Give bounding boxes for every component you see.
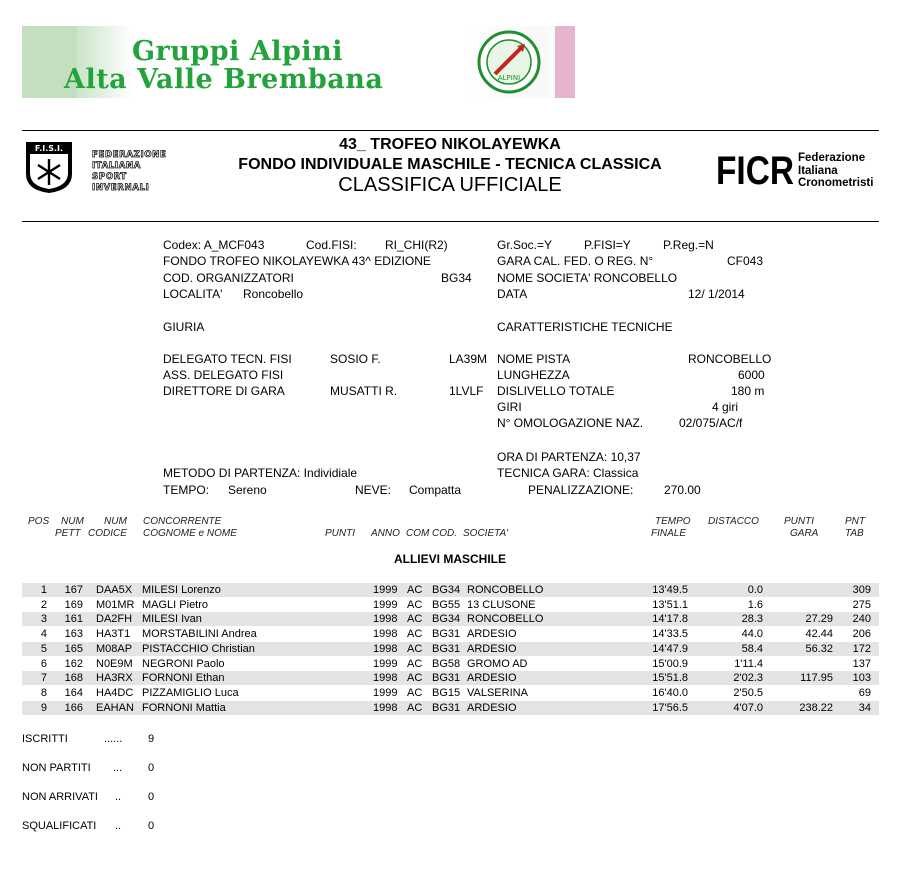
stat-dots: ...... [104, 733, 123, 745]
row-pnt: 206 [852, 628, 871, 640]
row-pos: 5 [40, 643, 47, 655]
lunghezza-value: 6000 [738, 368, 765, 382]
race-title: 43_ TROFEO NIKOLAYEWKA [339, 136, 561, 153]
row-distacco: 58.4 [741, 643, 763, 655]
fisi-name-line: ITALIANA [92, 161, 142, 171]
ass-delegato-label: ASS. DELEGATO FISI [163, 368, 284, 382]
banner-title-line1: Gruppi Alpini [132, 36, 344, 67]
row-tempo: 15'00.9 [652, 658, 688, 670]
row-anno: 1999 [373, 599, 398, 611]
stat-dots: .. [115, 820, 122, 832]
stat-value: 0 [148, 762, 155, 774]
tempo-label: TEMPO: [163, 483, 210, 497]
row-distacco: 4'07.0 [733, 702, 763, 714]
row-pett: 161 [64, 613, 83, 625]
fisi-name-line: INVERNALI [92, 183, 150, 193]
fisi-name-line: SPORT [92, 172, 127, 182]
row-pett: 168 [64, 672, 83, 684]
seal-text: ALPINI [497, 74, 521, 82]
cod-org-value: BG34 [441, 271, 472, 285]
row-com: AC [407, 658, 423, 670]
col-distacco: DISTACCO [708, 516, 759, 527]
row-pett: 169 [64, 599, 83, 611]
col-societa: SOCIETA' [463, 528, 509, 539]
row-tempo: 17'56.5 [652, 702, 688, 714]
nome-societa: NOME SOCIETA' RONCOBELLO [497, 271, 678, 285]
row-pnt: 275 [852, 599, 871, 611]
nome-pista-value: RONCOBELLO [688, 352, 772, 366]
row-distacco: 2'50.5 [733, 687, 763, 699]
col-pos: POS [28, 516, 50, 527]
col-punti: PUNTI [325, 528, 355, 539]
table-row [22, 657, 879, 671]
row-tempo: 13'49.5 [652, 584, 688, 596]
cod-fisi-value: RI_CHI(R2) [385, 238, 448, 252]
row-anno: 1999 [373, 584, 398, 596]
row-anno: 1998 [373, 643, 398, 655]
row-pnt: 34 [858, 702, 871, 714]
row-punti-gara: 238.22 [799, 702, 833, 714]
stat-value: 0 [148, 791, 155, 803]
tempo-value: Sereno [228, 483, 267, 497]
row-anno: 1999 [373, 687, 398, 699]
banner-right-band [555, 26, 575, 98]
ficr-name-line: Cronometristi [798, 177, 874, 189]
row-cod: BG31 [432, 628, 461, 640]
row-punti-gara: 27.29 [805, 613, 833, 625]
lunghezza-label: LUNGHEZZA [497, 368, 570, 382]
row-pett: 165 [64, 643, 83, 655]
banner-title-line2: Alta Valle Brembana [64, 64, 384, 95]
col-num-codice: CODICE [88, 528, 127, 539]
row-societa: ARDESIO [467, 672, 517, 684]
row-pos: 6 [40, 658, 47, 670]
row-pos: 1 [40, 584, 47, 596]
data-label: DATA [497, 287, 528, 301]
row-distacco: 1'11.4 [734, 658, 763, 670]
row-name: MORSTABILINI Andrea [142, 628, 257, 640]
row-tempo: 14'47.9 [652, 643, 688, 655]
row-pnt: 69 [858, 687, 871, 699]
row-tempo: 14'33.5 [652, 628, 688, 640]
col-concorrente: COGNOME e NOME [143, 528, 237, 539]
row-codice: DAA5X [96, 584, 133, 596]
col-tempo: TEMPO [655, 516, 691, 527]
dislivello-value: 180 m [731, 384, 765, 398]
ficr-name [798, 152, 873, 190]
stat-label: NON ARRIVATI [22, 791, 98, 803]
ficr-logo-icon [716, 146, 796, 193]
ficr-name-line: Federazione [798, 152, 866, 164]
row-cod: BG34 [432, 613, 461, 625]
col-anno: ANNO [371, 528, 400, 539]
stat-label: ISCRITTI [22, 733, 68, 745]
ficr-name-line: Italiana [798, 164, 838, 177]
row-pnt: 172 [852, 643, 871, 655]
tecnica-gara: TECNICA GARA: Classica [497, 466, 639, 480]
row-com: AC [407, 613, 423, 625]
table-row [22, 686, 879, 700]
localita-value: Roncobello [243, 287, 304, 301]
row-distacco: 0.0 [747, 584, 763, 596]
gara-cal-value: CF043 [727, 254, 764, 268]
table-row [22, 598, 879, 612]
row-codice: HA3T1 [96, 628, 131, 640]
stat-value: 0 [148, 820, 155, 832]
row-cod: BG31 [432, 643, 461, 655]
col-pnt-tab: TAB [845, 528, 864, 539]
row-pett: 163 [64, 628, 83, 640]
row-pos: 3 [40, 613, 47, 625]
fisi-logo-letters: F.I.S.I. [34, 144, 64, 153]
row-anno: 1998 [373, 702, 398, 714]
row-tempo: 14'17.8 [652, 613, 688, 625]
alpini-seal-icon [477, 30, 541, 94]
row-cod: BG34 [432, 584, 461, 596]
category-heading: ALLIEVI MASCHILE [393, 552, 506, 566]
row-societa: ARDESIO [467, 702, 517, 714]
p-reg: P.Reg.=N [663, 238, 714, 252]
delegato-code: LA39M [449, 352, 488, 366]
row-pos: 2 [40, 599, 47, 611]
giuria-heading: GIURIA [163, 320, 205, 334]
row-tempo: 15'51.8 [652, 672, 688, 684]
row-com: AC [407, 702, 423, 714]
row-pos: 7 [40, 672, 47, 684]
row-punti-gara: 42.44 [805, 628, 833, 640]
row-codice: DA2FH [96, 613, 133, 625]
stat-label: NON PARTITI [22, 762, 91, 774]
row-anno: 1998 [373, 672, 398, 684]
table-row [22, 627, 879, 641]
fisi-logo-icon [24, 140, 74, 194]
fisi-name [92, 150, 166, 194]
gr-soc: Gr.Soc.=Y [497, 238, 553, 252]
row-com: AC [407, 643, 423, 655]
ora-partenza: ORA DI PARTENZA: 10,37 [497, 450, 641, 464]
nome-pista-label: NOME PISTA [497, 352, 571, 366]
table-row [22, 701, 879, 715]
row-cod: BG15 [432, 687, 461, 699]
row-pnt: 137 [852, 658, 871, 670]
row-pnt: 240 [852, 613, 871, 625]
row-punti-gara: 117.95 [800, 672, 833, 684]
row-pos: 9 [40, 702, 47, 714]
row-societa: ARDESIO [467, 643, 517, 655]
ficr-logo-letters: FICR [716, 149, 795, 193]
fisi-name-line: FEDERAZIONE [92, 150, 167, 160]
col-punti-gara: PUNTI [784, 516, 814, 527]
gara-cal-label: GARA CAL. FED. O REG. N° [497, 254, 654, 268]
row-distacco: 44.0 [741, 628, 763, 640]
codex: Codex: A_MCF043 [163, 238, 265, 252]
localita-label: LOCALITA' [163, 287, 223, 301]
row-com: AC [407, 687, 423, 699]
race-subtitle: FONDO INDIVIDUALE MASCHILE - TECNICA CLASSICA [238, 156, 662, 173]
row-societa: RONCOBELLO [467, 584, 544, 596]
col-punti-gara: GARA [790, 528, 819, 539]
row-name: FORNONI Ethan [142, 672, 225, 684]
row-name: FORNONI Mattia [142, 702, 226, 714]
direttore-name: MUSATTI R. [330, 384, 398, 398]
row-name: MILESI Lorenzo [142, 584, 221, 596]
table-row [22, 642, 879, 656]
row-anno: 1999 [373, 658, 398, 670]
neve-value: Compatta [409, 483, 462, 497]
dislivello-label: DISLIVELLO TOTALE [497, 384, 615, 398]
row-distacco: 2'02.3 [733, 672, 763, 684]
row-cod: BG55 [432, 599, 461, 611]
metodo-partenza: METODO DI PARTENZA: Individiale [163, 466, 358, 480]
data-value: 12/ 1/2014 [688, 287, 745, 301]
stat-dots: ... [113, 762, 123, 774]
row-name: MAGLI Pietro [142, 599, 209, 611]
stat-dots: .. [115, 791, 122, 803]
row-codice: HA4DC [96, 687, 134, 699]
row-distacco: 28.3 [741, 613, 763, 625]
table-row [22, 583, 879, 597]
row-tempo: 16'40.0 [652, 687, 688, 699]
giri-label: GIRI [497, 400, 522, 414]
row-pnt: 309 [852, 584, 871, 596]
col-num-pett: PETT [55, 528, 81, 539]
cod-org-label: COD. ORGANIZZATORI [163, 271, 294, 285]
col-num-pett: NUM [61, 516, 84, 527]
row-cod: BG31 [432, 672, 461, 684]
row-name: MILESI Ivan [142, 613, 202, 625]
row-name: NEGRONI Paolo [142, 658, 225, 670]
row-name: PISTACCHIO Christian [142, 643, 255, 655]
sponsor-banner [22, 26, 575, 98]
col-num-codice: NUM [104, 516, 127, 527]
row-societa: VALSERINA [467, 687, 528, 699]
delegato-label: DELEGATO TECN. FISI [163, 352, 292, 366]
giri-value: 4 giri [712, 400, 739, 414]
col-cod: COD. [432, 528, 457, 539]
row-distacco: 1.6 [747, 599, 763, 611]
stat-label: SQUALIFICATI [22, 820, 97, 832]
row-pos: 4 [40, 628, 47, 640]
penalizzazione-value: 270.00 [664, 483, 701, 497]
row-pett: 164 [64, 687, 83, 699]
cod-fisi-label: Cod.FISI: [306, 238, 357, 252]
col-pnt-tab: PNT [845, 516, 865, 527]
row-cod: BG31 [432, 702, 461, 714]
omologazione-value: 02/075/AC/f [679, 416, 743, 430]
row-societa: RONCOBELLO [467, 613, 544, 625]
row-societa: GROMO AD [467, 658, 528, 670]
neve-label: NEVE: [355, 483, 392, 497]
delegato-name: SOSIO F. [330, 352, 381, 366]
row-name: PIZZAMIGLIO Luca [142, 687, 239, 699]
header-bottom-rule [22, 221, 879, 222]
row-com: AC [407, 584, 423, 596]
row-pett: 167 [64, 584, 83, 596]
row-codice: HA3RX [96, 672, 133, 684]
row-codice: EAHAN [96, 702, 134, 714]
row-tempo: 13'51.1 [652, 599, 688, 611]
row-anno: 1998 [373, 628, 398, 640]
fondo-edition: FONDO TROFEO NIKOLAYEWKA 43^ EDIZIONE [163, 254, 431, 268]
col-com: COM [406, 528, 430, 539]
row-com: AC [407, 628, 423, 640]
penalizzazione-label: PENALIZZAZIONE: [528, 483, 634, 497]
row-pnt: 103 [852, 672, 871, 684]
row-com: AC [407, 672, 423, 684]
stat-value: 9 [148, 733, 155, 745]
row-societa: 13 CLUSONE [467, 599, 536, 611]
row-societa: ARDESIO [467, 628, 517, 640]
table-row [22, 671, 879, 685]
p-fisi: P.FISI=Y [584, 238, 631, 252]
caratteristiche-heading: CARATTERISTICHE TECNICHE [497, 320, 673, 334]
row-pett: 166 [64, 702, 83, 714]
row-pett: 162 [64, 658, 83, 670]
col-concorrente: CONCORRENTE [143, 516, 222, 527]
row-com: AC [407, 599, 423, 611]
col-tempo: FINALE [651, 528, 687, 539]
row-pos: 8 [40, 687, 47, 699]
table-row [22, 612, 879, 626]
row-codice: M01MR [96, 599, 135, 611]
row-codice: N0E9M [96, 658, 133, 670]
direttore-code: 1LVLF [449, 384, 484, 398]
row-codice: M08AP [96, 643, 133, 655]
direttore-label: DIRETTORE DI GARA [163, 384, 285, 398]
row-anno: 1998 [373, 613, 398, 625]
classification-title: CLASSIFICA UFFICIALE [338, 174, 562, 196]
row-punti-gara: 56.32 [805, 643, 833, 655]
row-cod: BG58 [432, 658, 461, 670]
header-top-rule [22, 130, 879, 131]
omologazione-label: N° OMOLOGAZIONE NAZ. [497, 416, 644, 430]
